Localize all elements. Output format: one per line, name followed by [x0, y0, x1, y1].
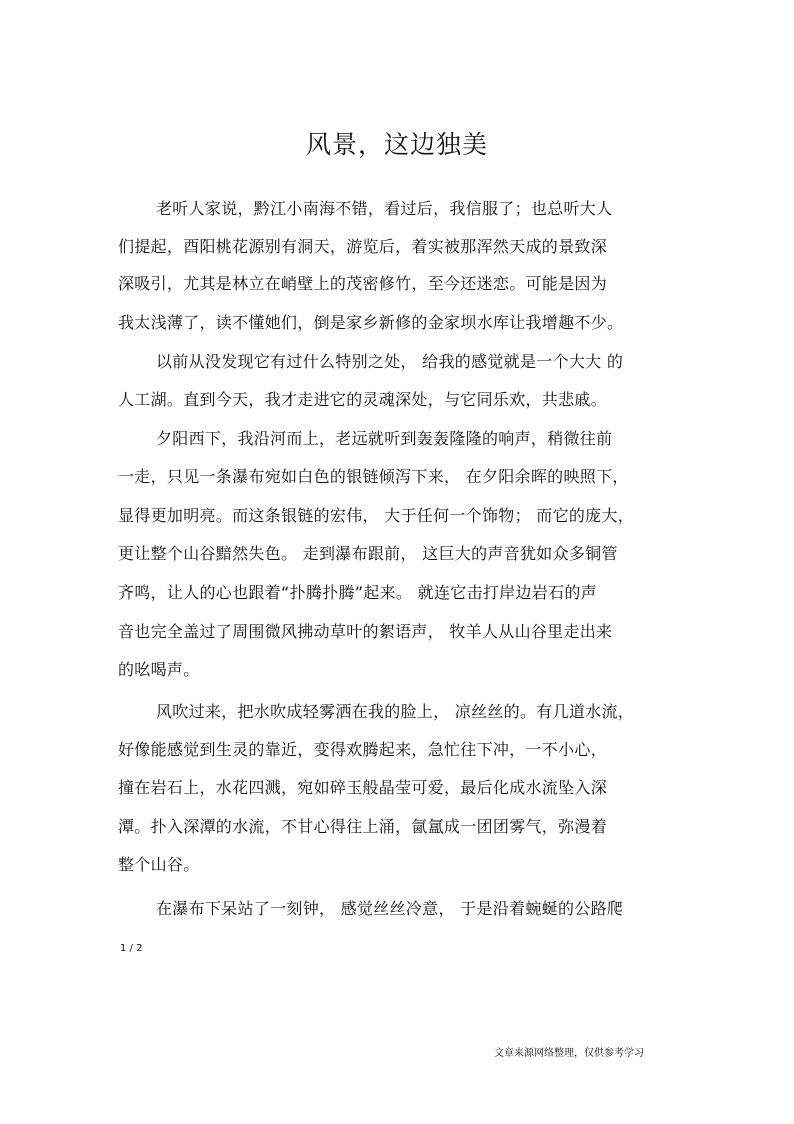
text-line: 我太浅薄了，读不懂她们，倒是家乡新修的金家坝水库让我增趣不少。: [118, 313, 624, 332]
footer-note: 文章来源网络整理，仅供参考学习: [494, 1048, 644, 1059]
text-line: 显得更加明亮。而这条银链的宏伟， 大于任何一个饰物； 而它的庞大，: [118, 506, 635, 525]
text-line: 以前从没发现它有过什么特别之处， 给我的感觉就是一个大大 的: [156, 352, 624, 371]
text-line: 夕阳西下，我沿河而上，老远就听到轰轰隆隆的响声，稍微往前: [156, 429, 613, 448]
text-line: 风吹过来，把水吹成轻雾洒在我的脸上， 凉丝丝的。有几道水流，: [156, 702, 635, 721]
text-line: 潭。扑入深潭的水流，不甘心得往上涌，氤氲成一团团雾气，弥漫着: [118, 817, 608, 836]
text-line: 一走，只见一条瀑布宛如白色的银链倾泻下来， 在夕阳余晖的映照下，: [118, 467, 629, 486]
text-line: 音也完全盖过了周围微风拂动草叶的絮语声， 牧羊人从山谷里走出来: [118, 622, 613, 641]
text-line: 在瀑布下呆站了一刻钟， 感觉丝丝冷意， 于是沿着蜿蜒的公路爬: [156, 899, 624, 918]
text-line: 老听人家说，黔江小南海不错，看过后，我信服了；也总听大人: [156, 199, 613, 218]
text-line: 人工湖。直到今天，我才走进它的灵魂深处，与它同乐欢，共悲戚。: [118, 390, 608, 409]
page-number: 1 / 2: [120, 943, 143, 954]
text-line: 们提起，酉阳桃花源别有洞天，游览后，着实被那浑然天成的景致深: [118, 237, 608, 256]
text-line: 深吸引，尤其是林立在峭壁上的茂密修竹，至今还迷恋。可能是因为: [118, 274, 608, 293]
text-line: 的吆喝声。: [118, 660, 200, 679]
text-line: 更让整个山谷黯然失色。 走到瀑布跟前， 这巨大的声音犹如众多铜管: [118, 544, 618, 563]
text-line: 整个山谷。: [118, 855, 200, 874]
text-line: 齐鸣，让人的心也跟着“扑腾扑腾”起来。 就连它击打岸边岩石的声: [118, 583, 597, 602]
text-line: 撞在岩石上，水花四溅，宛如碎玉般晶莹可爱，最后化成水流坠入深: [118, 778, 608, 797]
text-line: 好像能感觉到生灵的靠近，变得欢腾起来，急忙往下冲，一不小心，: [118, 740, 608, 759]
document-title: 风景，这边独美: [305, 130, 488, 159]
